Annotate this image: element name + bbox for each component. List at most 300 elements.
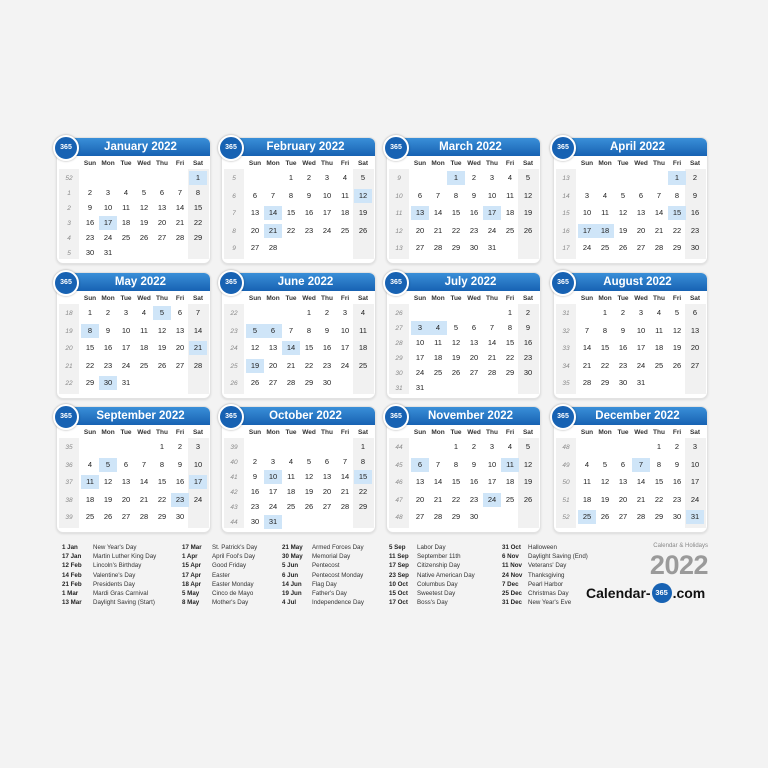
- holiday-name: St. Patrick's Day: [212, 544, 258, 551]
- holiday-name: Pentecost: [312, 562, 340, 570]
- weekday-label: Tue: [120, 160, 132, 167]
- day-cell: 16: [250, 487, 260, 496]
- day-cell: 4: [507, 442, 513, 451]
- holiday-day-cell: 1: [189, 171, 207, 185]
- day-cell: 27: [636, 243, 646, 252]
- day-cell: 19: [139, 218, 149, 227]
- holiday-item: [282, 561, 397, 570]
- day-cell: 16: [469, 477, 479, 486]
- day-cell: 11: [601, 208, 609, 217]
- day-cell: 30: [469, 243, 479, 252]
- day-cell: 28: [268, 243, 278, 252]
- day-cell: 27: [415, 243, 425, 252]
- day-cell: 26: [523, 225, 533, 235]
- day-cell: 29: [157, 512, 167, 521]
- day-cell: 29: [505, 368, 515, 377]
- day-cell: 3: [195, 442, 201, 451]
- day-cell: 1: [360, 442, 366, 451]
- day-cell: 10: [690, 459, 700, 469]
- day-cell: 25: [654, 360, 664, 370]
- weekday-header: [57, 427, 210, 438]
- day-cell: 12: [451, 338, 461, 347]
- day-cell: 27: [618, 512, 628, 521]
- day-cell: 17: [487, 477, 497, 486]
- weekday-label: Wed: [302, 295, 316, 302]
- weekday-label: Sat: [522, 295, 534, 302]
- day-cell: 25: [505, 225, 515, 235]
- day-cell: 1: [288, 173, 294, 182]
- month-title: August 2022: [554, 273, 707, 291]
- holiday-item: [182, 543, 297, 552]
- holiday-item: [502, 543, 617, 552]
- week-number: 31: [395, 385, 403, 392]
- day-cell: 20: [636, 225, 646, 235]
- holiday-name: Pentecost Monday: [312, 571, 364, 579]
- week-number: 20: [65, 345, 73, 352]
- weekday-label: Fri: [672, 295, 682, 302]
- holiday-item: [182, 561, 297, 570]
- day-cell: 14: [340, 472, 350, 481]
- holiday-date: 17 Oct: [389, 599, 408, 607]
- week-number: 2: [67, 205, 71, 212]
- day-cell: 20: [415, 225, 425, 235]
- day-cell: 7: [195, 308, 201, 317]
- weekday-label: Sun: [83, 160, 97, 167]
- holiday-name: Sweetest Day: [417, 589, 456, 597]
- day-cell: 20: [121, 494, 131, 504]
- holiday-day-cell: 17: [578, 224, 596, 238]
- day-cell: 16: [469, 208, 479, 217]
- holiday-item: [502, 561, 617, 570]
- day-cell: 26: [103, 512, 113, 521]
- weekday-label: Mon: [598, 160, 612, 167]
- holiday-date: 30 May: [282, 553, 303, 561]
- day-cell: 27: [690, 360, 700, 370]
- week-number: 9: [397, 175, 401, 182]
- week-number: 24: [230, 345, 238, 352]
- day-cell: 31: [415, 383, 425, 392]
- holiday-item: [62, 589, 177, 598]
- day-cell: 21: [433, 225, 443, 235]
- holiday-item: [62, 580, 177, 589]
- brand-logo[interactable]: [586, 583, 710, 603]
- day-cell: 9: [692, 190, 698, 200]
- week-number: 29: [395, 355, 403, 362]
- day-cell: 13: [618, 477, 628, 486]
- day-cell: 8: [195, 188, 201, 197]
- day-cell: 4: [141, 308, 147, 317]
- day-cell: 25: [286, 502, 296, 511]
- week-number: 5: [232, 175, 236, 182]
- weekday-label: Fri: [175, 429, 185, 436]
- day-cell: 28: [139, 512, 149, 521]
- day-cell: 5: [620, 190, 626, 200]
- day-cell: 22: [304, 360, 314, 370]
- day-cell: 15: [157, 477, 167, 486]
- day-cell: 11: [506, 190, 514, 200]
- holiday-date: 23 Sep: [389, 571, 409, 579]
- holiday-item: [389, 580, 504, 589]
- day-cell: 16: [690, 208, 700, 217]
- weekday-label: Wed: [302, 429, 316, 436]
- month-title: May 2022: [57, 273, 210, 291]
- day-cell: 31: [636, 378, 646, 387]
- day-cell: 29: [304, 378, 314, 387]
- weekday-label: Tue: [120, 429, 132, 436]
- weekday-label: Fri: [672, 429, 682, 436]
- day-cell: 9: [525, 323, 531, 332]
- day-cell: 31: [103, 248, 113, 257]
- holiday-item: [182, 598, 297, 607]
- day-cell: 14: [433, 477, 443, 486]
- holiday-column: [182, 543, 297, 607]
- weekday-label: Wed: [137, 429, 151, 436]
- holiday-day-cell: 15: [668, 206, 686, 220]
- day-cell: 23: [250, 502, 260, 511]
- holiday-item: [389, 552, 504, 561]
- day-cell: 30: [523, 368, 533, 377]
- day-cell: 28: [654, 243, 664, 252]
- day-cell: 8: [306, 325, 312, 335]
- day-cell: 9: [620, 325, 626, 335]
- day-cell: 26: [157, 360, 167, 370]
- holiday-day-cell: 31: [686, 510, 704, 524]
- holiday-date: 24 Nov: [502, 571, 523, 579]
- logo-circle-icon: 365: [652, 583, 672, 603]
- day-cell: 13: [690, 325, 700, 335]
- day-cell: 26: [451, 368, 461, 377]
- weekday-header: [387, 293, 540, 304]
- day-cell: 11: [583, 477, 591, 486]
- day-cell: 24: [322, 225, 332, 235]
- day-cell: 14: [487, 338, 497, 347]
- weekday-label: Fri: [505, 160, 515, 167]
- holiday-day-cell: 30: [99, 376, 117, 390]
- day-cell: 3: [584, 190, 590, 200]
- badge-365-icon: 365: [218, 404, 244, 430]
- day-cell: 5: [602, 459, 608, 469]
- weekday-label: Mon: [101, 429, 115, 436]
- day-cell: 8: [360, 457, 366, 466]
- holiday-day-cell: 18: [596, 224, 614, 238]
- weekday-label: Mon: [266, 160, 280, 167]
- holiday-item: [389, 561, 504, 570]
- weekday-label: Tue: [285, 429, 297, 436]
- day-cell: 26: [618, 243, 628, 252]
- day-cell: 18: [654, 343, 664, 352]
- day-cell: 25: [600, 243, 610, 252]
- day-cell: 3: [342, 308, 348, 317]
- week-number: 48: [395, 514, 403, 521]
- week-number: 49: [562, 461, 570, 469]
- day-cell: 6: [123, 459, 129, 469]
- holiday-list: [62, 543, 588, 613]
- day-cell: 20: [268, 360, 278, 370]
- week-number: 15: [562, 210, 570, 217]
- weekday-label: Wed: [634, 295, 648, 302]
- week-number: 36: [65, 461, 73, 469]
- day-cell: 4: [507, 173, 513, 182]
- holiday-name: New Year's Eve: [528, 599, 572, 607]
- weekday-label: Thu: [156, 429, 168, 436]
- day-cell: 5: [360, 173, 366, 182]
- holiday-item: [282, 552, 397, 561]
- weekday-label: Mon: [266, 429, 280, 436]
- badge-365-icon: 365: [550, 404, 576, 430]
- weekday-label: Wed: [137, 160, 151, 167]
- logo-prefix: Calendar-: [586, 585, 651, 601]
- day-cell: 14: [433, 208, 443, 217]
- week-number: 8: [232, 227, 236, 235]
- day-cell: 22: [157, 494, 167, 504]
- day-cell: 9: [105, 325, 111, 335]
- weekday-label: Tue: [120, 295, 132, 302]
- day-cell: 9: [471, 459, 477, 469]
- day-cell: 26: [600, 512, 610, 521]
- weekday-label: Thu: [653, 429, 665, 436]
- weekday-label: Wed: [467, 429, 481, 436]
- day-cell: 27: [322, 502, 332, 511]
- day-cell: 9: [177, 459, 183, 469]
- day-cell: 3: [324, 173, 330, 182]
- day-cell: 10: [193, 459, 203, 469]
- holiday-day-cell: 4: [429, 321, 447, 335]
- day-cell: 16: [103, 343, 113, 352]
- day-cell: 18: [582, 494, 592, 504]
- holiday-item: [62, 543, 177, 552]
- day-cell: 15: [600, 343, 610, 352]
- holiday-date: 5 Sep: [389, 544, 406, 551]
- weekday-header: [222, 427, 375, 438]
- month-card: [553, 272, 708, 399]
- weekday-label: Sun: [83, 295, 97, 302]
- day-cell: 21: [286, 360, 296, 370]
- day-cell: 23: [469, 225, 479, 235]
- holiday-date: 1 Apr: [182, 553, 198, 561]
- weekday-label: Tue: [450, 160, 462, 167]
- week-number: 16: [562, 227, 570, 235]
- week-number: 46: [395, 479, 403, 486]
- week-number: 25: [230, 362, 238, 370]
- day-cell: 2: [252, 457, 258, 466]
- day-cell: 18: [85, 494, 95, 504]
- day-cell: 2: [177, 442, 183, 451]
- month-title: November 2022: [387, 407, 540, 425]
- weekday-label: Sat: [192, 429, 204, 436]
- holiday-day-cell: 12: [354, 189, 372, 203]
- holiday-day-cell: 5: [153, 306, 171, 320]
- weekday-label: Sat: [357, 160, 369, 167]
- weekday-label: Wed: [137, 295, 151, 302]
- day-cell: 11: [359, 325, 367, 335]
- day-cell: 28: [340, 502, 350, 511]
- day-cell: 2: [525, 308, 531, 317]
- day-cell: 23: [523, 353, 533, 362]
- day-cell: 22: [451, 225, 461, 235]
- month-title: July 2022: [387, 273, 540, 291]
- weekday-header: [57, 293, 210, 304]
- day-cell: 14: [175, 203, 185, 212]
- holiday-name: Lincoln's Birthday: [93, 562, 142, 570]
- day-cell: 31: [121, 378, 131, 387]
- weekday-label: Thu: [156, 160, 168, 167]
- badge-365-icon: 365: [550, 135, 576, 161]
- day-cell: 25: [340, 225, 350, 235]
- day-cell: 26: [250, 378, 260, 387]
- day-cell: 30: [469, 512, 479, 521]
- weekday-label: Sun: [413, 429, 427, 436]
- day-cell: 4: [87, 459, 93, 469]
- holiday-date: 11 Nov: [502, 562, 522, 570]
- holiday-item: [389, 543, 504, 552]
- day-cell: 29: [600, 378, 610, 387]
- week-number: 40: [230, 459, 238, 466]
- holiday-date: 19 Jun: [282, 589, 302, 597]
- day-cell: 11: [341, 190, 349, 200]
- day-cell: 19: [523, 477, 533, 486]
- holiday-name: Christmas Day: [528, 589, 569, 597]
- day-cell: 3: [123, 308, 129, 317]
- holiday-item: [182, 552, 297, 561]
- day-cell: 14: [582, 343, 592, 352]
- week-number: 35: [65, 444, 73, 451]
- holiday-date: 15 Oct: [389, 589, 408, 597]
- day-cell: 12: [600, 477, 610, 486]
- day-cell: 18: [340, 208, 350, 217]
- month-card: [553, 406, 708, 533]
- day-cell: 24: [193, 494, 203, 504]
- holiday-date: 17 Apr: [182, 571, 202, 579]
- day-cell: 9: [324, 325, 330, 335]
- day-cell: 9: [306, 190, 312, 200]
- holiday-date: 1 Mar: [62, 589, 79, 597]
- weekday-label: Mon: [431, 295, 445, 302]
- badge-365-icon: 365: [53, 135, 79, 161]
- week-number: 22: [65, 380, 73, 387]
- weekday-header: [554, 293, 707, 304]
- badge-365-icon: 365: [383, 135, 409, 161]
- day-cell: 23: [618, 360, 628, 370]
- holiday-date: 7 Dec: [502, 580, 519, 588]
- day-cell: 13: [121, 477, 131, 486]
- day-cell: 26: [358, 225, 368, 235]
- day-cell: 15: [505, 338, 515, 347]
- day-cell: 20: [690, 343, 700, 352]
- day-cell: 7: [342, 457, 348, 466]
- holiday-day-cell: 15: [354, 470, 372, 484]
- weekday-label: Wed: [302, 160, 316, 167]
- weekday-label: Fri: [672, 160, 682, 167]
- week-number: 14: [562, 192, 570, 200]
- day-cell: 19: [451, 353, 461, 362]
- day-cell: 13: [268, 343, 278, 352]
- month-card: [221, 406, 376, 533]
- day-cell: 6: [620, 459, 626, 469]
- week-number: 9: [232, 245, 236, 252]
- day-cell: 18: [286, 487, 296, 496]
- holiday-date: 11 Sep: [389, 553, 409, 561]
- badge-365-icon: 365: [383, 270, 409, 296]
- day-cell: 23: [304, 225, 314, 235]
- weekday-label: Sat: [192, 160, 204, 167]
- month-card: [56, 406, 211, 533]
- holiday-day-cell: 5: [246, 324, 264, 338]
- day-cell: 6: [692, 308, 698, 317]
- holiday-item: [282, 598, 397, 607]
- holiday-name: Martin Luther King Day: [93, 553, 157, 561]
- day-cell: 13: [250, 208, 260, 217]
- holiday-name: Mardi Gras Carnival: [93, 589, 149, 597]
- week-number: 23: [230, 327, 238, 335]
- day-cell: 16: [322, 343, 332, 352]
- day-cell: 23: [690, 225, 700, 235]
- day-cell: 18: [121, 218, 131, 227]
- holiday-day-cell: 14: [282, 341, 300, 355]
- holiday-day-cell: 1: [447, 171, 465, 185]
- day-cell: 8: [674, 190, 680, 200]
- holiday-item: [182, 589, 297, 598]
- day-cell: 25: [358, 360, 368, 370]
- week-number: 26: [230, 380, 238, 387]
- day-cell: 28: [582, 378, 592, 387]
- day-cell: 22: [286, 225, 296, 235]
- day-cell: 8: [453, 459, 459, 469]
- weekday-label: Tue: [617, 295, 629, 302]
- day-cell: 26: [139, 233, 149, 242]
- holiday-day-cell: 19: [246, 359, 264, 373]
- week-number: 45: [395, 461, 403, 469]
- badge-365-icon: 365: [218, 270, 244, 296]
- week-number: 26: [395, 310, 403, 317]
- weekday-label: Sat: [689, 160, 701, 167]
- day-cell: 17: [690, 477, 700, 486]
- day-cell: 9: [252, 472, 258, 481]
- weekday-label: Sun: [580, 160, 594, 167]
- day-cell: 23: [85, 233, 95, 242]
- day-cell: 20: [469, 353, 479, 362]
- day-cell: 2: [674, 442, 680, 451]
- day-cell: 12: [157, 325, 167, 335]
- weekday-label: Mon: [266, 295, 280, 302]
- holiday-column: [62, 543, 177, 607]
- weekday-label: Wed: [467, 295, 481, 302]
- holiday-day-cell: 8: [81, 324, 99, 338]
- holiday-date: 14 Feb: [62, 571, 82, 579]
- month-card: [386, 406, 541, 533]
- weekday-header: [387, 427, 540, 438]
- day-cell: 19: [157, 343, 167, 352]
- day-cell: 21: [175, 218, 185, 227]
- day-cell: 3: [692, 442, 698, 451]
- day-cell: 1: [306, 308, 312, 317]
- holiday-date: 12 Feb: [62, 562, 82, 570]
- weekday-label: Sat: [689, 429, 701, 436]
- day-cell: 19: [672, 343, 682, 352]
- holiday-name: New Year's Day: [93, 544, 137, 551]
- holiday-item: [282, 571, 397, 580]
- week-number: 37: [65, 479, 73, 486]
- badge-365-icon: 365: [383, 404, 409, 430]
- day-cell: 27: [121, 512, 131, 521]
- month-card: [553, 137, 708, 264]
- holiday-name: Veterans' Day: [528, 562, 567, 570]
- day-cell: 29: [193, 233, 203, 242]
- weekday-header: [554, 158, 707, 169]
- day-cell: 27: [157, 233, 167, 242]
- day-cell: 25: [121, 233, 131, 242]
- holiday-date: 6 Jun: [282, 571, 299, 579]
- day-cell: 13: [175, 325, 185, 335]
